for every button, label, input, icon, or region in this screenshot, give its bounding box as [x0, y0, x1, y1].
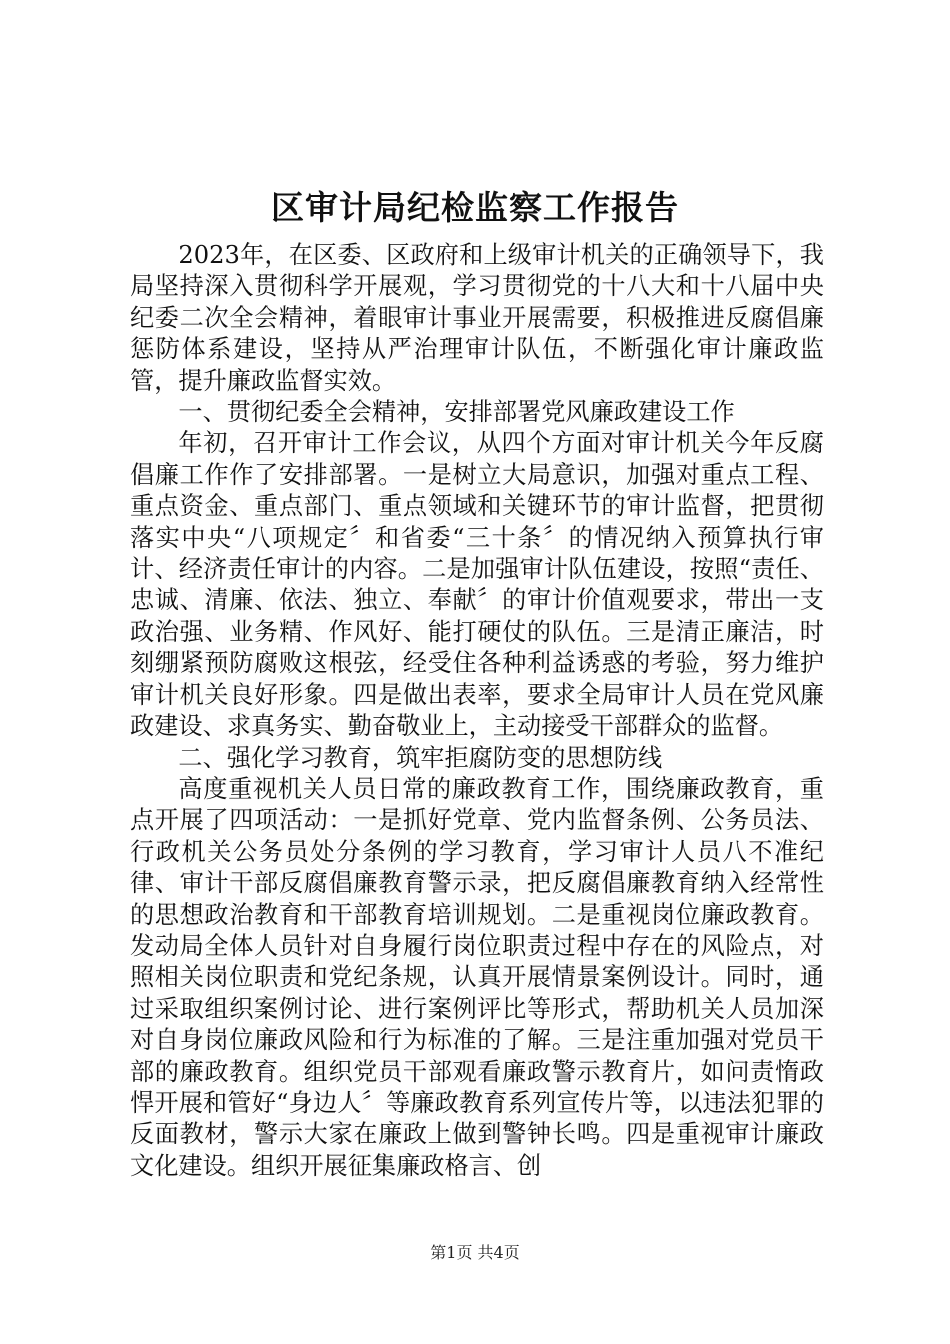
- page-footer: 第1页 共4页: [430, 1243, 520, 1262]
- document-title: 区审计局纪检监察工作报告: [271, 188, 679, 227]
- section-paragraph-1: 年初，召开审计工作会议，从四个方面对审计机关今年反腐倡廉工作作了安排部署。一是树立大局意识，加强对重点工程、重点资金、重点部门、重点领域和关键环节的审计监督，把贯彻落实中央“八项规定〞和省委“三十条〞的情况纳入预算执行审计、经济责任审计的内容。二是加强审计队伍建设，按照“责任、忠诚、清廉、依法、独立、奉献〞的审计价值观要求，带出一支政治强、业务精、作风好、能打硬仗的队伍。三是清正廉洁，时刻绷紧预防腐败这根弦，经受住各种利益诱惑的考验，努力维护审计机关良好形象。四是做出表率，要求全局审计人员在党风廉政建设、求真务实、勤奋敬业上，主动接受干部群众的监督。: [130, 429, 824, 741]
- section-heading-1: 一、贯彻纪委全会精神，安排部署党风廉政建设工作: [178, 398, 735, 427]
- intro-paragraph: 2023年，在区委、区政府和上级审计机关的正确领导下，我局坚持深入贯彻科学开展观，学习贯彻党的十八大和十八届中央纪委二次全会精神，着眼审计事业开展需要，积极推进反腐倡廉惩防体系建设，坚持从严治理审计队伍，不断强化审计廉政监管，提升廉政监督实效。: [130, 241, 824, 395]
- document-body: [130, 240, 824, 1182]
- section-paragraph-2: 高度重视机关人员日常的廉政教育工作，围绕廉政教育，重点开展了四项活动：一是抓好党章、党内监督条例、公务员法、行政机关公务员处分条例的学习教育，学习审计人员八不准纪律、审计干部反腐倡廉教育警示录，把反腐倡廉教育纳入经常性的思想政治教育和干部教育培训规划。二是重视岗位廉政教育。发动局全体人员针对自身履行岗位职责过程中存在的风险点，对照相关岗位职责和党纪条规，认真开展情景案例设计。同时，通过采取组织案例讨论、进行案例评比等形式，帮助机关人员加深对自身岗位廉政风险和行为标准的了解。三是注重加强对党员干部的廉政教育。组织党员干部观看廉政警示教育片，如问责惰政悍开展和管好“身边人〞等廉政教育系列宣传片等，以违法犯罪的反面教材，警示大家在廉政上做到警钟长鸣。四是重视审计廉政文化建设。组织开展征集廉政格言、创: [130, 774, 824, 1180]
- section-heading-2: 二、强化学习教育，筑牢拒腐防变的思想防线: [178, 743, 663, 772]
